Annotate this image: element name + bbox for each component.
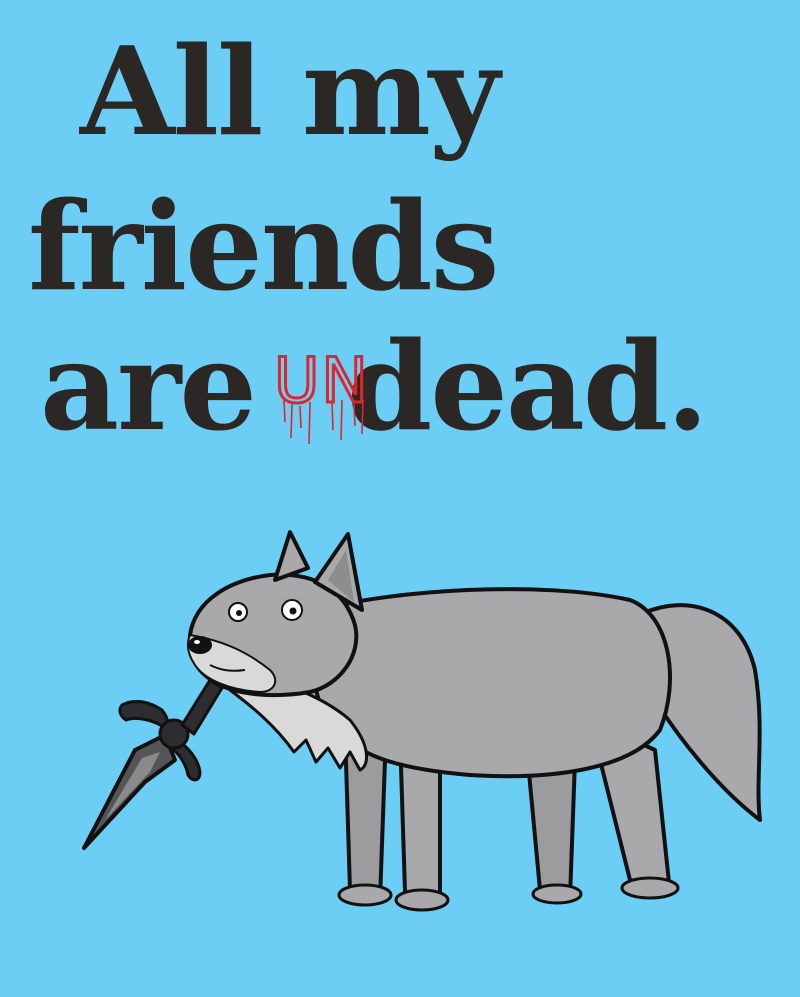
dagger-icon	[84, 680, 222, 848]
un-scribble	[270, 350, 380, 450]
un-scribble-text: UN	[274, 350, 370, 417]
headline-line-2: friends	[28, 174, 498, 318]
nose-icon	[188, 636, 212, 654]
word-dead: dead.	[346, 314, 707, 458]
word-are: are	[40, 314, 255, 458]
wolf-illustration	[70, 520, 790, 930]
headline-line-1: All my	[80, 19, 498, 163]
headline	[0, 0, 800, 460]
